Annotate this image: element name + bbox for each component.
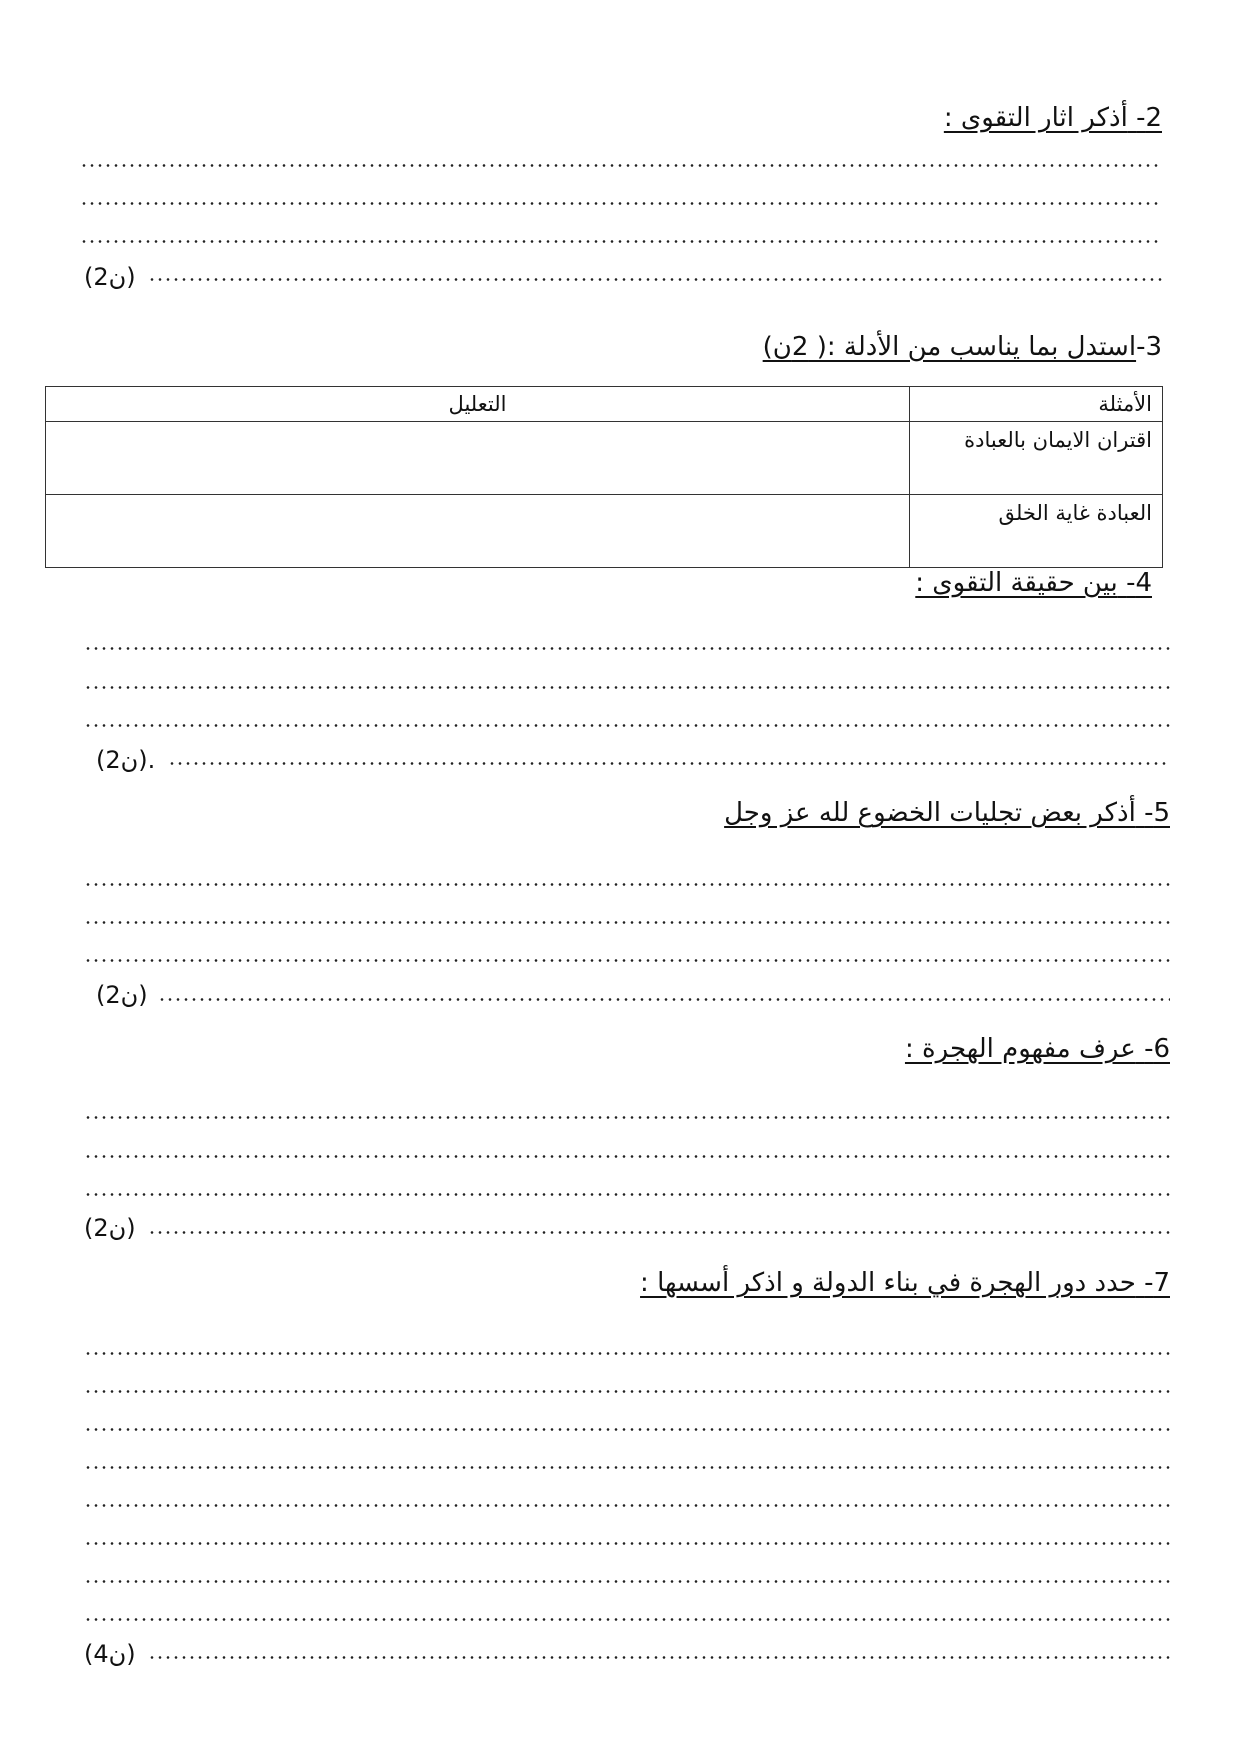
question-6-title: 6- عرف مفهوم الهجرة : — [904, 1034, 1170, 1064]
answer-line[interactable] — [80, 164, 1162, 167]
answer-line[interactable] — [158, 998, 1170, 1001]
answer-line[interactable] — [84, 883, 1170, 886]
answer-line[interactable] — [84, 1155, 1170, 1158]
table-cell-justification[interactable] — [46, 495, 910, 568]
answer-line[interactable] — [84, 686, 1170, 689]
answer-line[interactable] — [148, 278, 1162, 281]
table-row — [46, 495, 1163, 568]
examples-table — [45, 386, 1163, 568]
table-header-justification: التعليل — [46, 387, 910, 422]
question-3-title: 3-استدل بما يناسب من الأدلة :( 2ن) — [762, 332, 1162, 362]
answer-line[interactable] — [80, 202, 1162, 205]
table-row — [46, 422, 1163, 495]
score-label: (2ن). — [96, 746, 156, 774]
question-4-title: 4- بين حقيقة التقوى : — [915, 568, 1152, 598]
answer-line[interactable] — [84, 921, 1170, 924]
answer-line[interactable] — [84, 647, 1170, 650]
score-label: (2ن) — [84, 263, 136, 291]
score-label: (2ن) — [84, 1214, 136, 1242]
table-cell-example: اقتران الايمان بالعبادة — [910, 422, 1163, 495]
answer-line[interactable] — [84, 724, 1170, 727]
question-7-title: 7- حدد دور الهجرة في بناء الدولة و اذكر أسسها : — [640, 1268, 1170, 1298]
answer-line[interactable] — [84, 1428, 1170, 1431]
answer-line[interactable] — [80, 240, 1162, 243]
answer-line[interactable] — [84, 1193, 1170, 1196]
table-cell-justification[interactable] — [46, 422, 910, 495]
answer-line[interactable] — [84, 1352, 1170, 1355]
table-cell-example: العبادة غاية الخلق — [910, 495, 1163, 568]
table-header-examples: الأمثلة — [910, 387, 1163, 422]
answer-line[interactable] — [84, 1618, 1170, 1621]
answer-line[interactable] — [84, 1116, 1170, 1119]
answer-line[interactable] — [84, 959, 1170, 962]
answer-line[interactable] — [84, 1542, 1170, 1545]
score-label: (2ن) — [96, 981, 148, 1009]
question-5-title: 5- أذكر بعض تجليات الخضوع لله عز وجل — [724, 798, 1170, 828]
answer-line[interactable] — [84, 1466, 1170, 1469]
question-2-title: 2- أذكر اثار التقوى : — [943, 103, 1162, 133]
answer-line[interactable] — [84, 1390, 1170, 1393]
answer-line[interactable] — [168, 762, 1170, 765]
answer-line[interactable] — [148, 1656, 1170, 1659]
answer-line[interactable] — [148, 1231, 1170, 1234]
answer-line[interactable] — [84, 1580, 1170, 1583]
score-label: (4ن) — [84, 1640, 136, 1668]
answer-line[interactable] — [84, 1504, 1170, 1507]
